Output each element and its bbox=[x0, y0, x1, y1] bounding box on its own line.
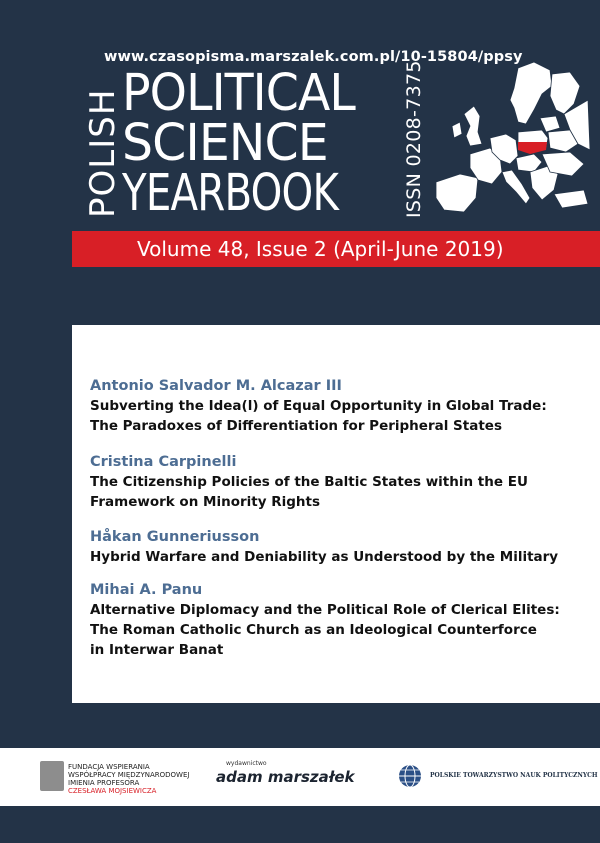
publisher-name: adam marszałek bbox=[216, 768, 355, 786]
foundation-name-line: IMIENIA PROFESORA bbox=[68, 779, 140, 787]
portrait-icon bbox=[40, 761, 64, 791]
publisher-tagline: wydawnictwo bbox=[226, 760, 267, 767]
europe-map-icon bbox=[430, 60, 590, 220]
title-line-political: POLITICAL bbox=[122, 64, 355, 123]
title-line-yearbook: YEARBOOK bbox=[122, 164, 339, 223]
article-item[interactable] bbox=[90, 581, 600, 660]
article-item[interactable] bbox=[90, 528, 600, 567]
foundation-logo bbox=[40, 761, 190, 793]
society-logo bbox=[398, 764, 598, 790]
publisher-footer bbox=[0, 748, 600, 806]
globe-icon bbox=[398, 764, 422, 788]
article-item[interactable] bbox=[90, 453, 600, 512]
table-of-contents bbox=[72, 325, 600, 703]
foundation-name-line: WSPÓŁPRACY MIĘDZYNARODOWEJ bbox=[68, 771, 190, 779]
issue-banner bbox=[72, 231, 600, 267]
title-polish-vertical: POLISH bbox=[83, 88, 123, 218]
issn-vertical: ISSN 0208-7375 bbox=[403, 60, 425, 218]
article-title: Subverting the Idea(l) of Equal Opportunity in Global Trade: The Paradoxes of Differentiation for Peripheral States bbox=[90, 398, 547, 434]
article-item[interactable] bbox=[90, 377, 600, 436]
article-title: Hybrid Warfare and Deniability as Understood by the Military bbox=[90, 549, 559, 565]
article-title: Alternative Diplomacy and the Political Role of Clerical Elites: The Roman Catholic Church as an Ideological Counterforce in Interwar Banat bbox=[90, 602, 560, 658]
issue-volume-text: Volume 48, Issue 2 (April-June 2019) bbox=[137, 237, 504, 261]
article-author: Cristina Carpinelli bbox=[90, 454, 237, 470]
cover-header bbox=[0, 0, 600, 325]
article-author: Antonio Salvador M. Alcazar III bbox=[90, 378, 342, 394]
article-title: The Citizenship Policies of the Baltic States within the EU Framework on Minority Rights bbox=[90, 474, 528, 510]
foundation-name-line: CZESŁAWA MOJSIEWICZA bbox=[68, 787, 157, 795]
foundation-name-line: FUNDACJA WSPIERANIA bbox=[68, 763, 150, 771]
publisher-logo bbox=[216, 758, 356, 794]
journal-url[interactable]: www.czasopisma.marszalek.com.pl/10-15804/ppsy bbox=[104, 49, 523, 65]
article-author: Mihai A. Panu bbox=[90, 582, 203, 598]
society-name: POLSKIE TOWARZYSTWO NAUK POLITYCZNYCH bbox=[430, 772, 598, 779]
title-line-science: SCIENCE bbox=[122, 114, 328, 173]
article-author: Håkan Gunneriusson bbox=[90, 529, 260, 545]
